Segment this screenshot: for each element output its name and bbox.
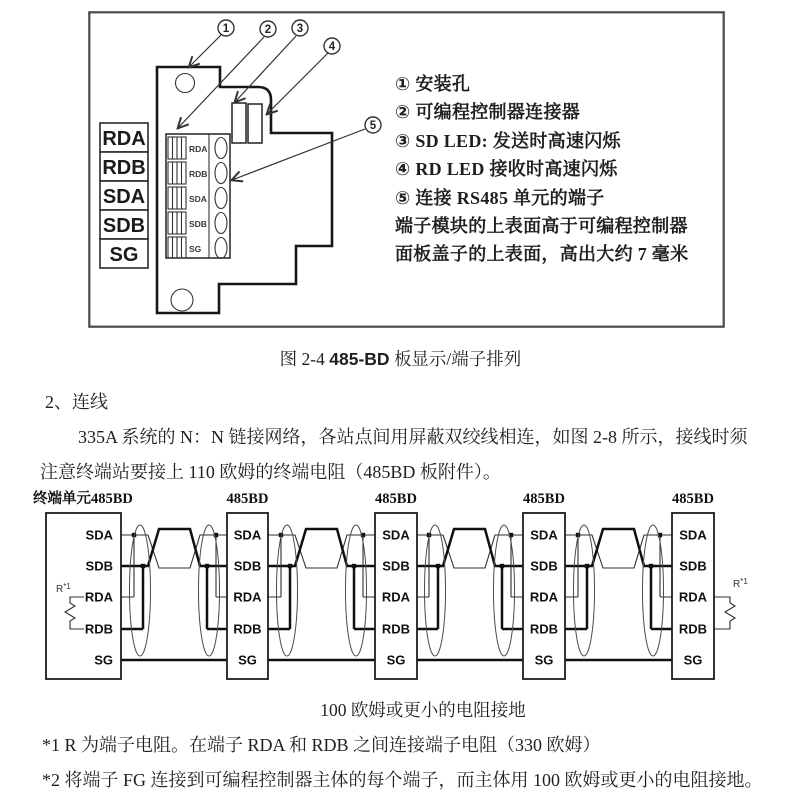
terminal-label: SDA (382, 527, 410, 543)
termination-resistor-right (714, 597, 735, 629)
cable-segment (121, 525, 228, 660)
terminal-name: SDA (102, 186, 146, 208)
terminal-label: SDB (679, 558, 707, 574)
terminal-name: SG (109, 244, 139, 266)
legend-line: ⑤ 连接 RS485 单元的端子 (395, 187, 605, 208)
callout-5: 5 (369, 120, 377, 132)
body-line-1: 335A 系统的 N：N 链接网络，各站点间用屏蔽双绞线相连，如图 2-8 所示，接线时须 (78, 427, 748, 447)
callout-2: 2 (264, 24, 272, 36)
terminal-label: SG (386, 652, 406, 668)
cable-segment (565, 525, 672, 660)
terminal-label: SDB (530, 558, 558, 574)
block-terminal-label: SDB (189, 219, 207, 229)
callout-1: 1 (222, 23, 230, 35)
sd-led (232, 103, 246, 143)
section-heading: 2、连线 (45, 392, 108, 412)
terminal-label: RDB (233, 621, 262, 637)
station-3 (375, 491, 417, 679)
terminal-label: SDB (382, 558, 410, 574)
terminal-label: SDA (85, 527, 113, 543)
terminal-label: RDB (678, 621, 708, 637)
figure-legend (395, 70, 717, 269)
terminal-label: SDA (530, 527, 558, 543)
legend-line: 面板盖子的上表面，高出大约 7 毫米 (395, 244, 689, 265)
terminal-name: RDB (102, 157, 146, 179)
legend-line: ① 安装孔 (395, 74, 471, 94)
terminal-label: RDA (529, 589, 559, 605)
terminal-label: SG (683, 652, 703, 668)
station-2 (227, 491, 269, 679)
terminal-label: SDB (233, 558, 262, 574)
figure-caption (0, 346, 801, 371)
legend-line: ② 可编程控制器连接器 (395, 102, 581, 123)
caption-suffix: 板显示/端子排列 (389, 349, 522, 369)
station-header: 485BD (226, 491, 269, 507)
station-header: 485BD (375, 491, 417, 507)
terminal-label: RDA (678, 589, 708, 605)
footnote-2: *2 将端子 FG 连接到可编程控制器主体的每个端子，而主体用 100 欧姆或更小的电阻接地。 (42, 770, 763, 790)
terminal-label: RDA (233, 589, 262, 605)
caption-bold: 485-BD (329, 349, 390, 369)
terminal-label: SDA (233, 527, 262, 543)
cable-segment (416, 525, 523, 660)
terminal-label: RDB (529, 621, 559, 637)
station-header: 485BD (672, 491, 714, 507)
terminal-label: RDA (381, 589, 411, 605)
callout-3: 3 (296, 23, 304, 35)
footnote-1: *1 R 为端子电阻。在端子 RDA 和 RDB 之间连接端子电阻（330 欧姆） (42, 735, 601, 755)
figure-485bd (88, 11, 725, 328)
caption-prefix: 图 2-4 (279, 349, 330, 369)
wiring-diagram (0, 486, 801, 698)
legend-line: ④ RD LED 接收时高速闪烁 (395, 159, 618, 180)
station-5 (672, 491, 748, 679)
terminal-label: SDA (679, 527, 707, 543)
terminal-label: SG (238, 652, 257, 668)
legend-line: ③ SD LED: 发送时高速闪烁 (395, 130, 621, 151)
block-terminal-label: SG (189, 244, 202, 254)
terminal-block (166, 134, 230, 259)
station-header: 485BD (523, 491, 565, 507)
wiring-caption: 100 欧姆或更小的电阻接地 (320, 700, 526, 720)
terminal-name-boxes (100, 123, 148, 268)
callout-4: 4 (328, 41, 336, 53)
block-terminal-label: RDA (189, 144, 208, 154)
cable-segment (268, 525, 375, 660)
terminal-label: SG (94, 652, 113, 668)
terminal-label: SG (534, 652, 554, 668)
terminal-label: RDA (84, 589, 113, 605)
block-terminal-label: RDB (189, 169, 208, 179)
terminal-name: SDB (102, 215, 146, 237)
station-header: 终端单元485BD (33, 491, 133, 507)
terminal-name: RDA (102, 128, 146, 150)
body-line-2: 注意终端站要接上 110 欧姆的终端电阻（485BD 板附件）。 (40, 462, 501, 482)
terminal-label: RDB (84, 621, 113, 637)
resistor-label: $R^{*1}$ (733, 577, 748, 590)
block-terminal-label: SDA (189, 194, 207, 204)
rd-led (248, 104, 262, 143)
resistor-label: $R^{*1}$ (56, 582, 71, 595)
station-1 (33, 489, 133, 679)
legend-line: 端子模块的上表面高于可编程控制器 (395, 216, 688, 237)
terminal-label: SDB (85, 558, 113, 574)
terminal-label: RDB (381, 621, 411, 637)
station-4 (523, 491, 565, 679)
